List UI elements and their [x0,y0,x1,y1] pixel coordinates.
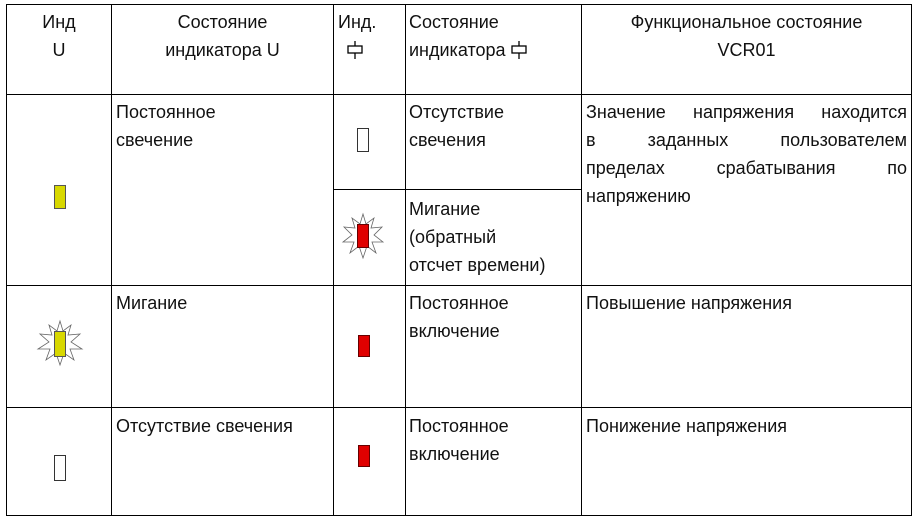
row-divider [6,285,912,286]
row3-function-state: Понижение напряжения [586,416,788,436]
row2-u-state: Мигание [116,293,188,313]
column-divider [581,4,582,516]
row-divider [6,94,912,95]
yellow-lamp-steady-icon [54,185,66,209]
header-u-state: Состояние индикатора U [165,12,280,60]
header-ind-relay: Инд. [338,8,404,64]
row3-u-state: Отсутствие свечения [116,416,293,436]
red-lamp-blinking-icon [357,224,369,248]
table-border-bottom [6,515,912,516]
lamp-off-icon [357,128,369,152]
column-divider [333,4,334,516]
row2-relay-state: Постоянное включение [409,293,509,341]
yellow-lamp-blinking-icon [54,331,66,357]
row2-function-state: Повышение напряжения [586,293,792,313]
table-border-top [6,4,912,5]
row1a-relay-state: Отсутствие свечения [409,102,504,150]
row1-function-state: Значение напряжения находится в заданных пользователем пределах срабатывания по напряжению [586,102,907,206]
relay-symbol-icon [510,41,528,59]
red-lamp-steady-icon [358,445,370,467]
row1-u-state: Постоянное свечение [116,102,216,150]
red-lamp-steady-icon [358,335,370,357]
table-border-right [911,4,912,516]
header-ind-u: Инд U [42,12,76,60]
column-divider [405,4,406,516]
lamp-off-icon [54,455,66,481]
row1b-relay-state: Мигание (обратный отсчет времени) [409,199,546,275]
row-divider [6,407,912,408]
column-divider [111,4,112,516]
header-function-state: Функциональное состояние VCR01 [630,12,863,60]
relay-symbol-icon [346,41,364,59]
row-divider [333,189,582,190]
row3-relay-state: Постоянное включение [409,416,509,464]
table-border-left [6,4,7,516]
header-relay-state: Состояние индикатора [409,8,581,64]
